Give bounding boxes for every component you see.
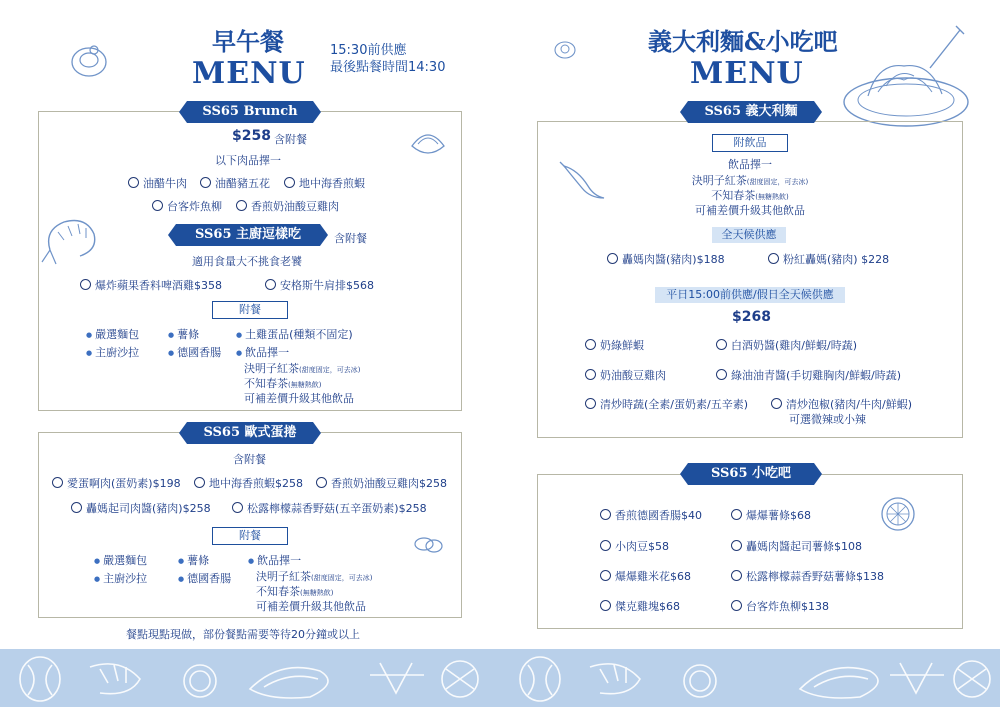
pasta-option[interactable]: 白酒奶醬(雞肉/鮮蝦/時蔬) xyxy=(716,337,857,353)
pasta-option[interactable]: 綠油油青醬(手切雞胸肉/鮮蝦/時蔬) xyxy=(716,367,901,383)
pasta-price: $268 xyxy=(732,309,771,325)
snack-option[interactable]: 爆爆薯條$68 xyxy=(731,507,811,523)
brunch-option[interactable]: 油醋豬五花 xyxy=(200,175,270,191)
drink-note: (甜度固定，可去冰) xyxy=(311,574,373,582)
side-item: ● 德國香腸 xyxy=(168,344,221,360)
brunch-hours-1: 15:30前供應 xyxy=(330,43,407,58)
chef-option[interactable]: 安格斯牛肩排$568 xyxy=(265,277,374,293)
brunch-option[interactable]: 油醋牛肉 xyxy=(128,175,187,191)
drink-note: (甜度固定，可去冰) xyxy=(299,366,361,374)
brunch-banner: SS65 Brunch xyxy=(187,101,313,123)
drink-note: (無糖熱飲) xyxy=(288,381,322,389)
drink-item xyxy=(256,568,372,584)
omelette-sides-tag: 附餐 xyxy=(212,527,288,545)
side-item: ● 飲品擇一 xyxy=(248,552,301,568)
brunch-sides-tag: 附餐 xyxy=(212,301,288,319)
drink-name: 決明子紅茶 xyxy=(244,362,299,375)
snack-option[interactable]: 小肉豆$58 xyxy=(600,538,669,554)
drink-note: (無糖熱飲) xyxy=(300,589,334,597)
pasta-title-menu: MENU xyxy=(690,56,804,91)
snack-option[interactable]: 傑克雞塊$68 xyxy=(600,598,680,614)
snack-option[interactable]: 轟媽肉醬起司薯條$108 xyxy=(731,538,862,554)
pasta-option[interactable]: 奶油酸豆雞肉 xyxy=(585,367,666,383)
pasta-option[interactable]: 清炒泡椒(豬肉/牛肉/鮮蝦) xyxy=(771,396,912,412)
side-item: ● 嚴選麵包 xyxy=(94,552,147,568)
drink-upgrade: 可補差價升級其他飲品 xyxy=(256,600,366,613)
drink-upgrade: 可補差價升級其他飲品 xyxy=(695,204,805,217)
pasta-plate-icon xyxy=(838,22,978,134)
omelette-note: 含附餐 xyxy=(233,453,266,466)
omelette-banner: SS65 歐式蛋捲 xyxy=(187,422,313,444)
drink-name: 不知春茶 xyxy=(244,377,288,390)
pasta-drink-tag: 附飲品 xyxy=(712,134,788,152)
pasta-option[interactable]: 奶綠鮮蝦 xyxy=(585,337,644,353)
side-item: ● 主廚沙拉 xyxy=(86,344,139,360)
drink-item xyxy=(256,583,333,599)
footer-band xyxy=(0,649,1000,707)
pasta-title-cn: 義大利麵&小吃吧 xyxy=(648,27,838,56)
brunch-title-cn: 早午餐 xyxy=(212,27,284,56)
omelette-option[interactable]: 轟媽起司肉醬(豬肉)$258 xyxy=(71,500,211,516)
brunch-price: $258 xyxy=(232,128,271,144)
brunch-price-note: 含附餐 xyxy=(274,133,307,146)
chef-option[interactable]: 爆炸蘋果香料啤酒雞$358 xyxy=(80,277,222,293)
side-item: ● 主廚沙拉 xyxy=(94,570,147,586)
brunch-meat-note: 以下肉品擇一 xyxy=(215,154,281,167)
brunch-option[interactable]: 地中海香煎蝦 xyxy=(284,175,365,191)
omelette-option[interactable]: 香煎奶油酸豆雞肉$258 xyxy=(316,475,447,491)
brunch-option[interactable]: 香煎奶油酸豆雞肉 xyxy=(236,198,339,214)
omelette-option[interactable]: 松露檸檬蒜香野菇(五辛蛋奶素)$258 xyxy=(232,500,427,516)
brunch-title-menu: MENU xyxy=(192,56,306,91)
chef-banner: SS65 主廚逗樣吃 xyxy=(176,224,320,246)
drink-item xyxy=(244,375,321,391)
snack-option[interactable]: 台客炸魚柳$138 xyxy=(731,598,829,614)
small-pastry-icon xyxy=(552,38,578,60)
pasta-option[interactable]: 轟媽肉醬(豬肉)$188 xyxy=(607,251,725,267)
omelette-option[interactable]: 愛蛋啊肉(蛋奶素)$198 xyxy=(52,475,181,491)
side-item: ● 德國香腸 xyxy=(178,570,231,586)
spicy-note: 可選微辣或小辣 xyxy=(789,413,866,426)
omelette-option[interactable]: 地中海香煎蝦$258 xyxy=(194,475,303,491)
drink-name: 不知春茶 xyxy=(711,189,756,202)
drink-note: (無糖熱飲) xyxy=(755,193,789,201)
allday-tag: 全天候供應 xyxy=(712,227,786,243)
drink-item xyxy=(244,360,360,376)
chef-desc: 適用食量大不挑食老饕 xyxy=(192,255,302,268)
drink-upgrade: 可補差價升級其他飲品 xyxy=(244,392,354,405)
side-item: ● 薯條 xyxy=(168,326,199,342)
side-item: ● 土雞蛋品(種類不固定) xyxy=(236,326,353,342)
drink-note: (甜度固定，可去冰) xyxy=(746,178,809,186)
pasta-option[interactable]: 粉紅轟媽(豬肉) $228 xyxy=(768,251,889,267)
footer-note: 餐點現點現做，部份餐點需要等待20分鐘或以上 xyxy=(126,628,360,641)
side-item: ● 薯條 xyxy=(178,552,209,568)
drink-name: 不知春茶 xyxy=(256,585,300,598)
drink-item xyxy=(650,172,850,188)
chef-note: 含附餐 xyxy=(334,232,367,245)
pasta-option[interactable]: 清炒時蔬(全素/蛋奶素/五辛素) xyxy=(585,396,748,412)
snack-option[interactable]: 香煎德國香腸$40 xyxy=(600,507,702,523)
food-pattern-icon xyxy=(0,649,1000,707)
brunch-hours-2: 最後點餐時間14:30 xyxy=(330,60,446,75)
pasta-banner: SS65 義大利麵 xyxy=(688,101,814,123)
snack-option[interactable]: 爆爆雞米花$68 xyxy=(600,568,691,584)
pastry-icon xyxy=(68,40,110,80)
side-item: ● 嚴選麵包 xyxy=(86,326,139,342)
brunch-option[interactable]: 台客炸魚柳 xyxy=(152,198,222,214)
snack-option[interactable]: 松露檸檬蒜香野菇薯條$138 xyxy=(731,568,884,584)
weekday-tag: 平日15:00前供應/假日全天候供應 xyxy=(655,287,845,303)
snack-banner: SS65 小吃吧 xyxy=(688,463,814,485)
drink-name: 決明子紅茶 xyxy=(691,174,747,187)
pasta-drink-note: 飲品擇一 xyxy=(728,158,772,171)
drink-name: 決明子紅茶 xyxy=(256,570,311,583)
side-item: ● 飲品擇一 xyxy=(236,344,289,360)
drink-item xyxy=(650,187,850,203)
